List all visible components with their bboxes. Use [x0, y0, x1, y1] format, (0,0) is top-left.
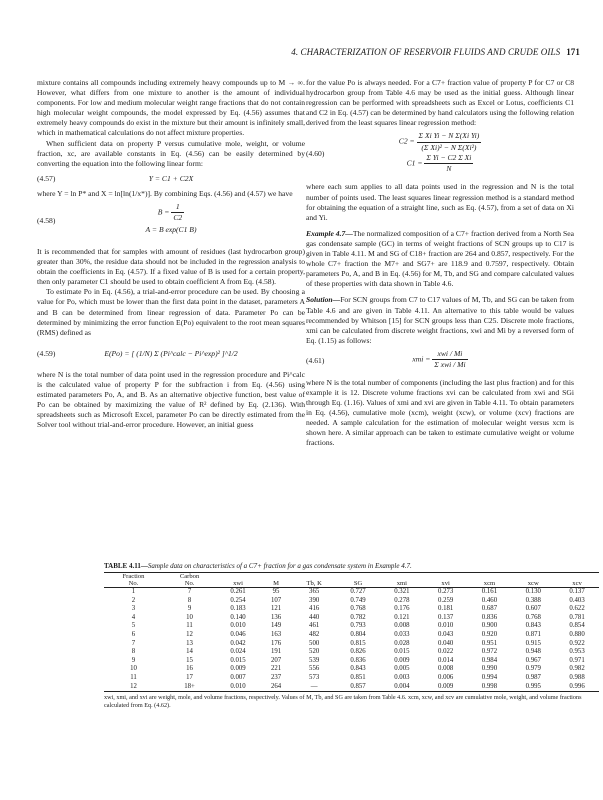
table-cell: 0.460: [481, 596, 498, 604]
table-cell: 461: [309, 622, 320, 630]
fraction: [424, 153, 473, 174]
table-cell: 0.008: [394, 622, 410, 630]
equation-body: E(Po) = [ (1/N) Σ (Pi^calc − Pi^exp)² ]^1/2: [104, 348, 238, 358]
table-cell: 0.607: [525, 605, 541, 613]
table-cell: 0.998: [481, 682, 498, 690]
table-cell: 0.851: [350, 673, 366, 681]
table-cell: 0.768: [350, 605, 366, 613]
table-cell: 0.007: [230, 673, 246, 681]
column-header: xcm: [483, 580, 496, 587]
column-header: xmi: [396, 580, 407, 587]
table-cell: 0.915: [525, 639, 541, 647]
table-cell: 0.046: [230, 630, 246, 638]
example-label: Example 4.7—: [306, 228, 353, 238]
table-cell: 0.843: [350, 665, 366, 673]
table-cell: 0.995: [525, 682, 541, 690]
table-cell: 0.003: [394, 673, 410, 681]
table-cell: 9: [187, 605, 192, 613]
table-cell: 0.900: [481, 622, 498, 630]
paragraph: It is recommended that for samples with amount of residues (last hydrocarbon group) greater than 30%, the residue data should not be included in the regression analysis to obtain the coefficients in Eq. (4.57). If a fixed value of B is used for a certain property, then only parameter C1 should be used to obtain coefficient A from Eq. (4.58).: [37, 246, 305, 287]
table-cell: 0.388: [525, 596, 541, 604]
table-cell: 0.130: [525, 588, 541, 595]
table-cell: 0.261: [230, 588, 246, 595]
table-cell: 18+: [184, 682, 195, 690]
table-cell: 0.971: [569, 656, 585, 664]
table-cell: 0.010: [438, 622, 454, 630]
table-cell: 10: [186, 613, 193, 621]
example-paragraph: [306, 229, 574, 290]
table-cell: 2: [131, 596, 136, 604]
table-cell: 0.040: [438, 639, 454, 647]
equation-body: Y = C1 + C2X: [148, 173, 194, 183]
numerator: xwi / Mi: [432, 349, 467, 360]
equation-number: (4.61): [306, 355, 325, 365]
table-cell: 5: [131, 622, 136, 630]
table-cell: 0.015: [394, 648, 410, 656]
table-row: [104, 674, 599, 683]
table-cell: 573: [309, 673, 320, 681]
paragraph: To estimate Po in Eq. (4.56), a trial-and-error procedure can be used. By choosing a value for Po, which must be lower than the first data point in the dataset, parameters A and B can be determined from linear regression of data. Parameter Po can be determined by minimizing the error function E(Po) equivalent to the root mean squares (RMS) defined as: [37, 287, 305, 337]
table-cell: 4: [131, 613, 136, 621]
table-cell: 0.793: [350, 622, 366, 630]
table-cell: 95: [272, 588, 280, 595]
table-cell: 0.181: [438, 605, 454, 613]
table-row: [104, 665, 599, 674]
table-cell: 440: [309, 613, 320, 621]
table-cell: 264: [270, 682, 282, 690]
table-cell: 149: [270, 622, 282, 630]
table-cell: 0.687: [481, 605, 498, 613]
table-cell: 11: [186, 622, 193, 630]
header-title: 4. CHARACTERIZATION OF RESERVOIR FLUIDS AND CRUDE OILS: [291, 47, 561, 57]
table-cell: 0.826: [350, 648, 366, 656]
table-cell: 0.996: [569, 682, 585, 690]
table-cell: 0.024: [230, 648, 246, 656]
table-cell: 0.871: [525, 630, 541, 638]
column-header: xcw: [527, 580, 539, 587]
paragraph: where N is the total number of components (including the last plus fraction) and for this example it is 12. Discrete volume fractions xvi can be calculated from xwi and SGi through Eq. (1.16). Values of xmi and xvi are given in Table 4.11. To obtain parameters in Eq. (4.56), cumulative mole (xcm), weight (xcw), or volume (xcv) fractions are needed. A sample calculation for the estimation of molecular weight versus xcm is shown here. A similar approach can be taken to estimate cumulative weight or volume fractions.: [306, 377, 574, 448]
column-header: xwi: [233, 580, 243, 587]
table-row: [104, 588, 599, 597]
denominator: C2: [173, 213, 183, 223]
table-cell: 0.922: [569, 639, 585, 647]
running-header: [200, 47, 580, 57]
table-cell: 0.273: [438, 588, 454, 595]
table-cell: 16: [186, 665, 193, 673]
table-cell: 0.121: [394, 613, 410, 621]
left-column: [37, 78, 305, 430]
table-cell: 10: [130, 665, 137, 673]
table-cell: 0.967: [525, 656, 541, 664]
table-cell: 0.727: [350, 588, 366, 595]
table-cell: 3: [131, 605, 136, 613]
table-cell: 0.836: [481, 613, 498, 621]
table-cell: 15: [186, 656, 193, 664]
table-cell: 9: [131, 656, 136, 664]
equation-4-59: [37, 341, 305, 367]
table-cell: 0.948: [525, 648, 541, 656]
table-cell: 0.259: [438, 596, 454, 604]
fraction: [432, 349, 467, 370]
table-cell: 0.006: [438, 673, 454, 681]
table-cell: 8: [187, 596, 192, 604]
equation-number: (4.60): [306, 149, 325, 159]
denominator: (Σ Xi)² − N Σ(Xi²): [421, 142, 477, 152]
table-row: [104, 622, 599, 631]
table-cell: 416: [309, 605, 320, 613]
table-cell: 121: [270, 605, 282, 613]
table-cell: 0.022: [438, 648, 454, 656]
table-cell: 0.176: [394, 605, 410, 613]
header-row: [104, 580, 599, 588]
table-cell: 390: [309, 596, 320, 604]
table-cell: 7: [131, 639, 136, 647]
table-cell: 14: [186, 648, 193, 656]
table-cell: 0.990: [481, 665, 498, 673]
table-row: [104, 614, 599, 623]
table-cell: 0.010: [230, 622, 246, 630]
table-cell: 0.984: [481, 656, 498, 664]
table-cell: 0.042: [230, 639, 246, 647]
table-cell: 0.781: [569, 613, 585, 621]
table-cell: 0.010: [230, 682, 246, 690]
table-cell: 0.005: [394, 665, 410, 673]
table-cell: 0.009: [230, 665, 246, 673]
table-cell: 107: [270, 596, 282, 604]
equation-4-61: [306, 349, 574, 375]
data-table: [104, 572, 599, 692]
column-header: Carbon: [179, 573, 200, 580]
table-cell: 0.768: [525, 613, 541, 621]
table-cell: 0.920: [481, 630, 498, 638]
equation-b: [37, 202, 305, 223]
table-cell: 365: [309, 588, 320, 595]
paragraph: where each sum applies to all data points used in the regression and N is the total number of points used. The least squares linear regression method is a standard method for obtaining the equation of a straight line, such as Eq. (4.57), from a set of data on Xi and Yi.: [306, 182, 574, 222]
table-cell: 221: [270, 665, 282, 673]
solution-paragraph: [306, 295, 574, 345]
column-header: xcv: [572, 580, 582, 587]
table-cell: 0.843: [525, 622, 541, 630]
equation-a: A = B exp(C1 B): [145, 225, 197, 235]
table-cell: 0.140: [230, 613, 246, 621]
column-header: M: [273, 580, 279, 587]
table-cell: 482: [309, 630, 320, 638]
table-cell: 8: [131, 648, 136, 656]
table-cell: 500: [309, 639, 320, 647]
table-note: xwi, xmi, and xvi are weight, mole, and volume fractions, respectively. Values of M, Tb, and SG are taken from Table 4.6. xcm, xcw, and xcv are cumulative mole, weight, and volume fractions calculated from Eq. (4.62).: [104, 694, 582, 709]
equation-lhs: xmi =: [412, 354, 431, 364]
table-cell: 0.014: [438, 656, 454, 664]
table-4-11: [104, 562, 599, 710]
table-cell: —: [310, 682, 318, 690]
table-cell: 0.137: [569, 588, 585, 595]
equation-4-60: [306, 131, 574, 179]
column-header: No.: [128, 580, 139, 587]
table-cell: 0.278: [394, 596, 410, 604]
equation-number: (4.59): [37, 348, 56, 358]
equation-lhs: C1 =: [406, 158, 423, 167]
table-row: [104, 631, 599, 640]
table-cell: 0.008: [438, 665, 454, 673]
table-cell: 0.622: [569, 605, 585, 613]
column-header: Fraction: [122, 573, 145, 580]
table-cell: 0.321: [394, 588, 410, 595]
table-cell: 0.880: [569, 630, 585, 638]
equation-number: (4.58): [37, 215, 56, 225]
table-cell: 0.951: [481, 639, 498, 647]
table-cell: 0.836: [350, 656, 366, 664]
table-cell: 12: [186, 630, 193, 638]
table-cell: 0.953: [569, 648, 585, 656]
caption-text: Sample data on characteristics of a C7+ fraction for a gas condensate system in Example 4.7.: [147, 562, 412, 570]
table-cell: 0.982: [569, 665, 585, 673]
table-cell: 520: [309, 648, 320, 656]
equation-number: (4.57): [37, 173, 56, 183]
table-cell: 0.815: [350, 639, 366, 647]
fraction: [417, 131, 482, 152]
equation-c2: [306, 131, 574, 152]
table-cell: 163: [270, 630, 282, 638]
table-row: [104, 640, 599, 649]
column-header: xvi: [441, 580, 450, 587]
table-row: [104, 605, 599, 614]
table-body: [104, 588, 599, 692]
table-cell: 17: [186, 673, 193, 681]
equation-lhs: C2 =: [398, 136, 415, 146]
equation-lhs: B =: [157, 207, 170, 217]
table-cell: 0.403: [569, 596, 585, 604]
table-cell: 207: [270, 656, 282, 664]
table-cell: 0.749: [350, 596, 366, 604]
equation-c1: [306, 153, 574, 174]
table-cell: 0.028: [394, 639, 410, 647]
table-caption: [104, 562, 599, 570]
page-number: 171: [566, 47, 580, 57]
table-cell: 191: [270, 648, 282, 656]
numerator: 1: [171, 202, 184, 213]
table-cell: 176: [270, 639, 282, 647]
table-cell: 0.004: [394, 682, 410, 690]
table-cell: 556: [309, 665, 320, 673]
table-cell: 136: [270, 613, 282, 621]
table-cell: 0.015: [230, 656, 246, 664]
denominator: N: [446, 163, 452, 173]
example-text: The normalized composition of a C7+ fraction derived from a North Sea gas condensate sample (GC) in terms of weight fractions of SCN groups up to C17 is given in Table 4.11. M and SG of C18+ fraction are 264 and 0.857, respectively. For the whole C7+ fraction the M7+ and SG7+ are 118.9 and 0.7597, respectively. Obtain parameters Po, A, and B in Eq. (4.56) for M, Tb, and SG and compare calculated values of these properties with data shown in Table 4.6.: [306, 228, 574, 289]
table-row: [104, 648, 599, 657]
solution-text: For SCN groups from C7 to C17 values of M, Tb, and SG can be taken from Table 4.6 and are given in Table 4.11. An alternative to this table would be values recommended by Whitson [15] for SCN groups less than C25. Discrete mole fractions, xmi can be calculated from discrete weight fractions, xwi and Mi by a reversed form of Eq. (1.15) as follows:: [306, 295, 574, 345]
equation-4-58: [37, 202, 305, 244]
table-cell: 6: [131, 630, 136, 638]
paragraph: When sufficient data on property P versus cumulative mole, weight, or volume fraction, xc, are available constants in Eq. (4.56) can be easily determined by converting the equation into the following linear form:: [37, 138, 305, 168]
table-cell: 7: [187, 588, 192, 595]
table-cell: 0.254: [230, 596, 246, 604]
table-row: [104, 597, 599, 606]
fraction: [171, 202, 184, 223]
table-cell: 0.043: [438, 630, 454, 638]
solution-label: Solution—: [306, 295, 341, 305]
table-cell: 0.009: [394, 656, 410, 664]
caption-label: TABLE 4.11—: [104, 562, 148, 570]
table-cell: 12: [130, 682, 137, 690]
equation-4-57: [37, 172, 305, 186]
table-cell: 11: [130, 673, 137, 681]
denominator: Σ xwi / Mi: [434, 359, 466, 369]
table-cell: 1: [131, 588, 136, 595]
table-cell: 0.782: [350, 613, 366, 621]
paragraph: mixture contains all compounds including extremely heavy compounds up to M → ∞. However, what differs from one mixture to another is the amount of individual components. For low and medium molecular weight range fractions that do not contain high molecular weight compounds, the model expressed by Eq. (4.56) assumes that extremely heavy compounds do exist in the mixture but their amount is infinitely small, which in mathematical calculations do not affect mixture properties.: [37, 78, 305, 138]
table-cell: 0.857: [350, 682, 366, 690]
table-cell: 0.183: [230, 605, 246, 613]
table-cell: 0.161: [481, 588, 498, 595]
header-row-top: [104, 573, 599, 581]
table-cell: 0.137: [438, 613, 454, 621]
table-row: [104, 657, 599, 666]
table-cell: 0.033: [394, 630, 410, 638]
numerator: Σ Xi Yi − N Σ(Xi Yi): [417, 131, 482, 142]
numerator: Σ Yi − C2 Σ Xi: [424, 153, 473, 164]
paragraph: where Y = ln P* and X = ln[ln(1/x*)]. By combining Eqs. (4.56) and (4.57) we have: [37, 188, 293, 198]
table-cell: 0.988: [569, 673, 585, 681]
table-cell: 0.979: [525, 665, 541, 673]
table-cell: 0.804: [350, 630, 366, 638]
table-cell: 539: [309, 656, 320, 664]
paragraph: for the value Po is always needed. For a C7+ fraction value of property P for C7 or C8 hydrocarbon group from Table 4.6 may be used as the initial guess. Although linear regression can be performed with spreadsheets such as Excel or Lotus, coefficients C1 and C2 in Eq. (4.57) can be determined by hand calculators using the following relation derived from the least squares linear regression method:: [306, 78, 574, 128]
equation-body: [306, 349, 574, 370]
column-header: SG: [353, 580, 363, 587]
table-cell: 0.987: [525, 673, 541, 681]
column-header: Tb, K: [306, 580, 322, 587]
table-cell: 0.994: [481, 673, 498, 681]
table-cell: 0.972: [481, 648, 498, 656]
table-cell: 0.854: [569, 622, 585, 630]
column-header: No.: [184, 580, 195, 587]
table-cell: 237: [270, 673, 282, 681]
paragraph: where N is the total number of data point used in the regression procedure and Pi^calc is the calculated value of property P for the subfraction i from Eq. (4.56) using estimated parameters Po, A, and B. As an alternative objective function, best value of Po can be obtained by maximizing the value of R² defined by Eq. (2.136). With spreadsheets such as Microsoft Excel, parameter Po can be directly estimated from the Solver tool without trial-and-error procedure. However, an initial guess: [37, 369, 305, 430]
right-column: [306, 78, 574, 449]
table-cell: 0.009: [438, 682, 454, 690]
table-row: [104, 683, 599, 692]
table-cell: 13: [186, 639, 193, 647]
